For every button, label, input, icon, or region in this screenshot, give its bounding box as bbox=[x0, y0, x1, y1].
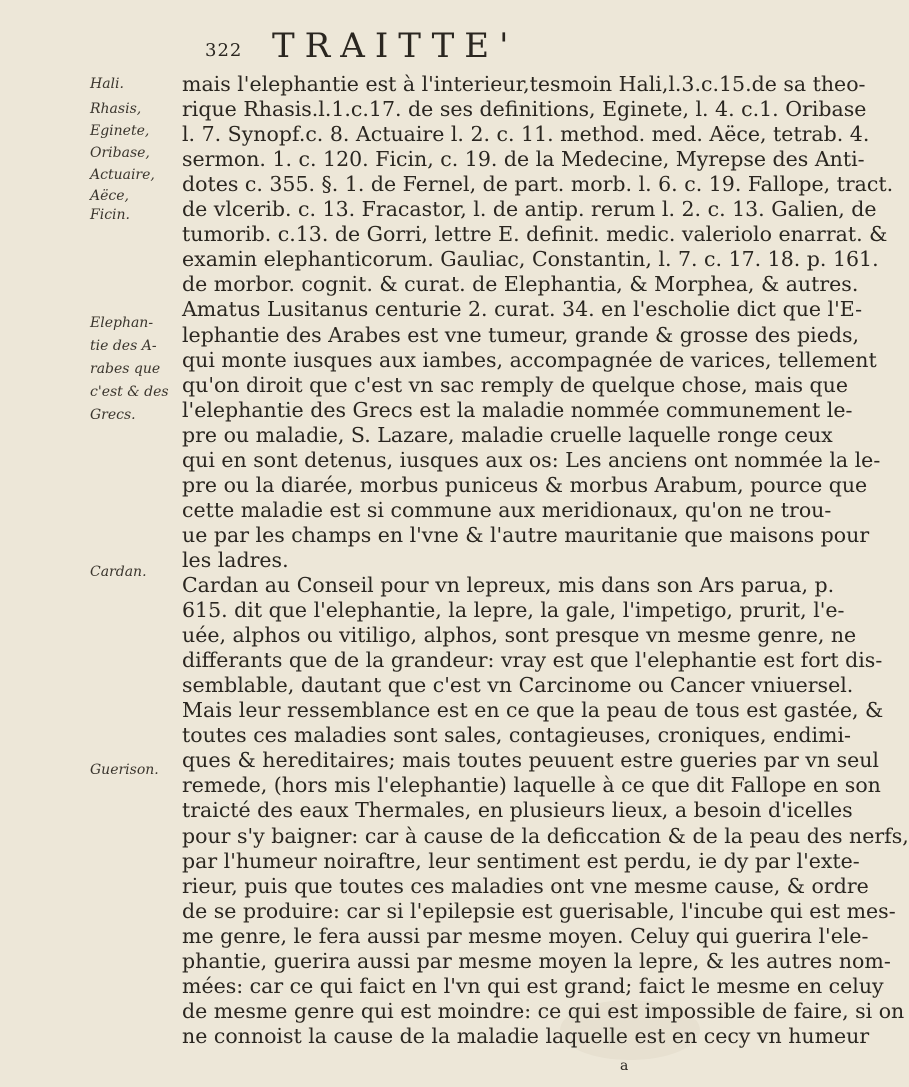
text-line: toutes ces maladies sont sales, contagieuses, croniques, endimi- bbox=[182, 723, 851, 748]
margin-note-elephan: Elephan- bbox=[90, 315, 154, 331]
text-line: Mais leur ressemblance est en ce que la peau de tous est gastée, & bbox=[182, 698, 884, 723]
text-line: de morbor. cognit. & curat. de Elephantia, & Morphea, & autres. bbox=[182, 272, 859, 297]
text-line: Cardan au Conseil pour vn lepreux, mis dans son Ars parua, p. bbox=[182, 573, 835, 597]
text-line: traicté des eaux Thermales, en plusieurs lieux, a besoin d'icelles bbox=[182, 798, 853, 823]
text-line: differants que de la grandeur: vray est que l'elephantie est fort dis- bbox=[182, 648, 883, 673]
text-line: mées: car ce qui faict en l'vn qui est grand; faict le mesme en celuy bbox=[182, 973, 884, 998]
text-line: mais l'elephantie est à l'interieur,tesmoin Hali,l.3.c.15.de sa theo- bbox=[182, 72, 866, 96]
text-line: l'elephantie des Grecs est la maladie nommée communement le- bbox=[182, 397, 853, 422]
text-line: pre ou la diarée, morbus puniceus & morbus Arabum, pource que bbox=[182, 472, 868, 497]
text-line: me genre, le fera aussi par mesme moyen. Celuy qui guerira l'ele- bbox=[182, 923, 869, 948]
text-line: dotes c. 355. §. 1. de Fernel, de part. morb. l. 6. c. 19. Fallope, tract. bbox=[182, 172, 894, 197]
text-line: par l'humeur noiraftre, leur sentiment est perdu, ie dy par l'exte- bbox=[182, 848, 860, 873]
page-header bbox=[0, 18, 800, 66]
margin-note-guerison: Guerison. bbox=[90, 762, 159, 778]
text-line: Amatus Lusitanus centurie 2. curat. 34. en l'escholie dict que l'E- bbox=[182, 297, 863, 322]
text-line: rique Rhasis.l.1.c.17. de ses definitions, Eginete, l. 4. c.1. Oribase bbox=[182, 97, 867, 122]
running-title: TRAITTE' bbox=[272, 26, 519, 66]
text-line: pour s'y baigner: car à cause de la deficcation & de la peau des nerfs, bbox=[182, 823, 909, 848]
margin-note-actuaire: Actuaire, bbox=[90, 167, 155, 183]
text-line: lephantie des Arabes est vne tumeur, grande & grosse des pieds, bbox=[182, 322, 860, 347]
margin-note-hali: Hali. bbox=[90, 76, 124, 92]
text-line: qui monte iusques aux iambes, accompagnée de varices, tellement bbox=[182, 347, 877, 372]
page-number: 322 bbox=[205, 40, 243, 61]
text-line: 615. dit que l'elephantie, la lepre, la gale, l'impetigo, prurit, l'e- bbox=[182, 598, 845, 623]
text-line: phantie, guerira aussi par mesme moyen la lepre, & les autres nom- bbox=[182, 948, 891, 973]
text-line: examin elephanticorum. Gauliac, Constantin, l. 7. c. 17. 18. p. 161. bbox=[182, 247, 879, 272]
margin-note-rhasis: Rhasis, bbox=[90, 101, 142, 117]
text-line: l. 7. Synopf.c. 8. Actuaire l. 2. c. 11. method. med. Aëce, tetrab. 4. bbox=[182, 122, 870, 147]
margin-note-ficin: Ficin. bbox=[90, 207, 130, 223]
text-line: de vlcerib. c. 13. Fracastor, l. de antip. rerum l. 2. c. 13. Galien, de bbox=[182, 197, 877, 222]
margin-note-cardan: Cardan. bbox=[90, 564, 147, 580]
text-line: de mesme genre qui est moindre: ce qui est impossible de faire, si on bbox=[182, 998, 905, 1023]
margin-note-grecs: Grecs. bbox=[90, 407, 136, 423]
text-line: les ladres. bbox=[182, 547, 289, 572]
margin-note-rabes-que: rabes que bbox=[90, 361, 161, 377]
text-line: semblable, dautant que c'est vn Carcinome ou Cancer vniuersel. bbox=[182, 673, 854, 698]
text-line: pre ou maladie, S. Lazare, maladie cruelle laquelle ronge ceux bbox=[182, 422, 833, 447]
text-line: rieur, puis que toutes ces maladies ont vne mesme cause, & ordre bbox=[182, 873, 869, 898]
text-line: ques & hereditaires; mais toutes peuuent estre gueries par vn seul bbox=[182, 748, 879, 773]
margin-note-aece: Aëce, bbox=[90, 188, 129, 204]
text-line: sermon. 1. c. 120. Ficin, c. 19. de la Medecine, Myrepse des Anti- bbox=[182, 147, 865, 172]
text-line: cette maladie est si commune aux meridionaux, qu'on ne trou- bbox=[182, 497, 832, 522]
text-line: remede, (hors mis l'elephantie) laquelle à ce que dit Fallope en son bbox=[182, 773, 881, 798]
text-line: tumorib. c.13. de Gorri, lettre E. definit. medic. valeriolo enarrat. & bbox=[182, 222, 888, 247]
text-line: qui en sont detenus, iusques aux os: Les anciens ont nommée la le- bbox=[182, 447, 881, 472]
text-line: uée, alphos ou vitiligo, alphos, sont presque vn mesme genre, ne bbox=[182, 623, 857, 648]
margin-note-cest-des: c'est & des bbox=[90, 384, 169, 400]
margin-note-oribase: Oribase, bbox=[90, 145, 150, 161]
text-line: ne connoist la cause de la maladie laquelle est en cecy vn humeur bbox=[182, 1023, 870, 1048]
text-line: de se produire: car si l'epilepsie est guerisable, l'incube qui est mes- bbox=[182, 898, 896, 923]
signature-mark: a bbox=[620, 1058, 629, 1074]
text-line: ue par les champs en l'vne & l'autre mauritanie que maisons pour bbox=[182, 522, 870, 547]
margin-note-tie-des-a: tie des A- bbox=[90, 338, 157, 354]
text-line: qu'on diroit que c'est vn sac remply de quelque chose, mais que bbox=[182, 372, 849, 397]
margin-note-eginete: Eginete, bbox=[90, 123, 150, 139]
